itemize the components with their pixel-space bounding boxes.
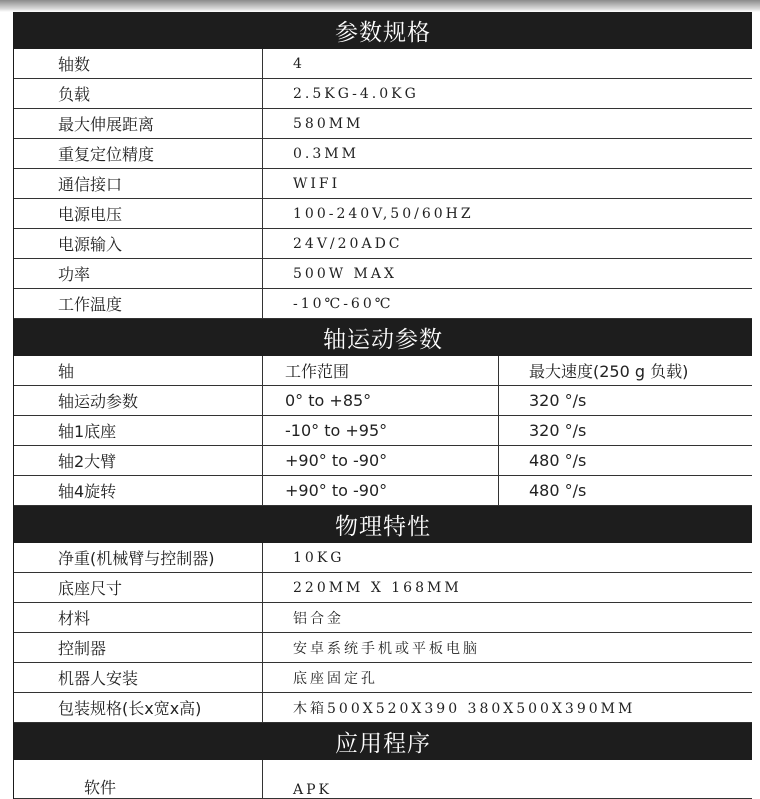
motion-row <box>14 386 752 416</box>
physical-label: 底座尺寸 <box>14 573 263 602</box>
column-header-range: 工作范围 <box>263 356 499 385</box>
motion-header-row <box>14 356 752 386</box>
spec-row-reach <box>14 109 752 139</box>
motion-range: +90° to -90° <box>263 446 499 475</box>
section-header-application: 应用程序 <box>14 723 752 760</box>
physical-value: 木箱500X520X390 380X500X390MM <box>293 700 636 717</box>
column-header-axis: 轴 <box>14 356 263 385</box>
motion-row <box>14 476 752 506</box>
physical-value: 10KG <box>293 549 345 566</box>
spec-row-power-input <box>14 229 752 259</box>
spec-sheet <box>13 12 752 799</box>
physical-row-weight <box>14 543 752 573</box>
physical-row-base-size <box>14 573 752 603</box>
motion-speed: 320 °/s <box>529 421 587 440</box>
application-value: APK <box>293 782 332 798</box>
spec-label: 最大伸展距离 <box>14 109 263 138</box>
physical-value: 220MM X 168MM <box>293 579 462 596</box>
physical-row-mounting <box>14 663 752 693</box>
spec-label: 重复定位精度 <box>14 139 263 168</box>
spec-label: 电源输入 <box>14 229 263 258</box>
spec-value: 580MM <box>293 115 364 132</box>
spec-value: 24V/20ADC <box>293 235 403 252</box>
spec-label: 电源电压 <box>14 199 263 228</box>
spec-value: 500W MAX <box>293 265 397 282</box>
physical-value: 安卓系统手机或平板电脑 <box>293 640 480 657</box>
section-header-physical: 物理特性 <box>14 506 752 543</box>
motion-axis: 轴2大臂 <box>14 446 263 475</box>
physical-label: 材料 <box>14 603 263 632</box>
spec-value: 0.3MM <box>293 145 359 162</box>
spec-label: 负载 <box>14 79 263 108</box>
spec-label: 工作温度 <box>14 289 263 318</box>
motion-axis: 轴1底座 <box>14 416 263 445</box>
spec-row-interface <box>14 169 752 199</box>
physical-row-controller <box>14 633 752 663</box>
spec-label: 通信接口 <box>14 169 263 198</box>
motion-axis: 轴4旋转 <box>14 476 263 505</box>
motion-speed: 480 °/s <box>529 451 587 470</box>
spec-value: 2.5KG-4.0KG <box>293 85 419 102</box>
physical-row-material <box>14 603 752 633</box>
spec-row-power <box>14 259 752 289</box>
section-header-specs: 参数规格 <box>14 12 752 49</box>
column-header-speed: 最大速度(250 g 负载) <box>529 362 689 381</box>
spec-row-temperature <box>14 289 752 319</box>
spec-row-axes <box>14 49 752 79</box>
top-edge-band <box>0 0 760 12</box>
physical-row-packaging <box>14 693 752 723</box>
spec-row-voltage <box>14 199 752 229</box>
spec-value: 4 <box>293 55 305 72</box>
spec-value: WIFI <box>293 175 341 192</box>
spec-row-payload <box>14 79 752 109</box>
motion-range: 0° to +85° <box>263 386 499 415</box>
motion-range: -10° to +95° <box>263 416 499 445</box>
spec-value: 100-240V,50/60HZ <box>293 205 474 222</box>
motion-axis: 轴运动参数 <box>14 386 263 415</box>
application-label: 软件 <box>14 760 263 798</box>
spec-row-repeatability <box>14 139 752 169</box>
motion-speed: 480 °/s <box>529 481 587 500</box>
physical-label: 控制器 <box>14 633 263 662</box>
physical-label: 净重(机械臂与控制器) <box>14 543 263 572</box>
section-header-motion: 轴运动参数 <box>14 319 752 356</box>
motion-range: +90° to -90° <box>263 476 499 505</box>
physical-value: 底座固定孔 <box>293 670 378 687</box>
spec-label: 功率 <box>14 259 263 288</box>
motion-row <box>14 446 752 476</box>
application-row-software <box>14 760 752 799</box>
spec-label: 轴数 <box>14 49 263 78</box>
physical-value: 铝合金 <box>293 610 344 627</box>
spec-value: -10℃-60℃ <box>293 295 394 312</box>
physical-label: 机器人安装 <box>14 663 263 692</box>
motion-row <box>14 416 752 446</box>
motion-speed: 320 °/s <box>529 391 587 410</box>
physical-label: 包装规格(长x宽x高) <box>14 693 263 722</box>
